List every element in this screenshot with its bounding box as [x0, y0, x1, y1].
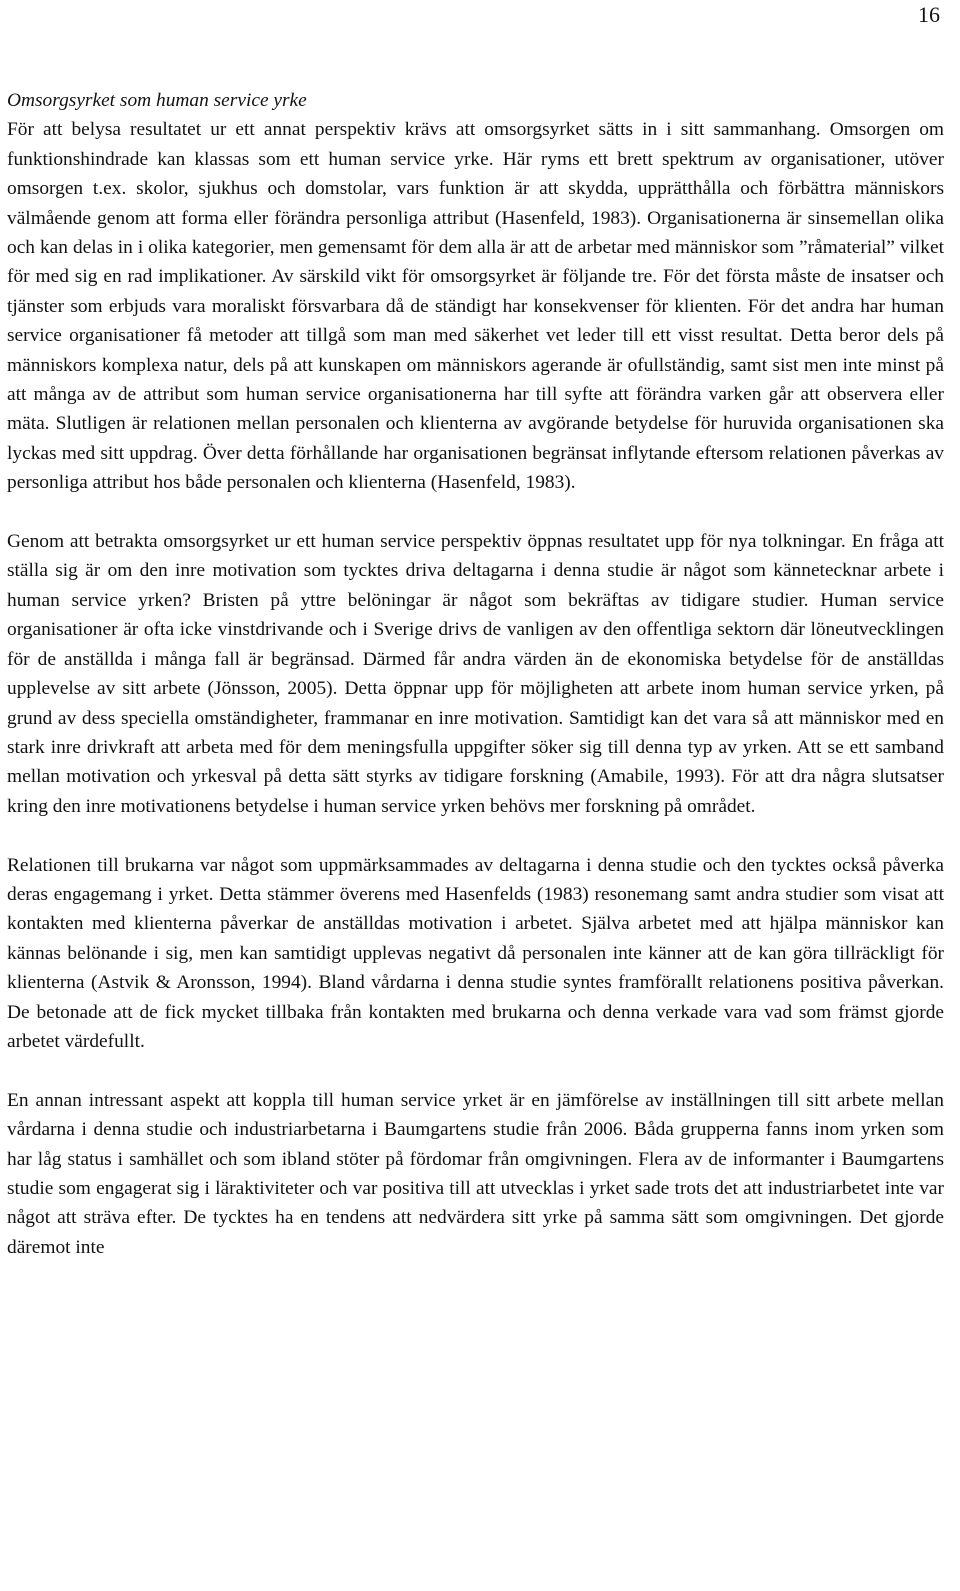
page-number: 16 [918, 2, 940, 27]
paragraph-3: Relationen till brukarna var något som uppmärksammades av deltagarna i denna studie och den tycktes också påverka deras engagemang i yrket. Detta stämmer överens med Hasenfelds (1983) resonemang samt andra studier som visat att kontakten med klienterna påverkar de anställdas motivation i arbetet. Själva arbetet med att hjälpa människor kan kännas belönande i sig, men kan samtidigt upplevas negativt då personalen inte känner att de kan göra tillräckligt för klienterna (Astvik & Aronsson, 1994). Bland vårdarna i denna studie syntes framförallt relationens positiva påverkan. De betonade att de fick mycket tillbaka från kontakten med brukarna och denna verkade vara vad som främst gjorde arbetet värdefullt. [7, 854, 944, 1052]
paragraph-2: Genom att betrakta omsorgsyrket ur ett human service perspektiv öppnas resultatet upp för nya tolkningar. En fråga att ställa sig är om den inre motivation som tycktes driva deltagarna i denna studie är något som kännetecknar arbete i human service yrken? Bristen på yttre belöningar är något som bekräftas av tidigare studier. Human service organisationer är ofta icke vinstdrivande och i Sverige drivs de vanligen av den offentliga sektorn där löneutvecklingen för de anställda i många fall är begränsad. Därmed får andra värden än de ekonomiska betydelse för de anställdas upplevelse av sitt arbete (Jönsson, 2005). Detta öppnar upp för möjligheten att arbete inom human service yrken, på grund av dess speciella omständigheter, frammanar en inre motivation. Samtidigt kan det vara så att människor med en stark inre drivkraft att arbeta med för dem meningsfulla uppgifter söker sig till denna typ av yrken. Att se ett samband mellan motivation och yrkesval på detta sätt styrks av tidigare forskning (Amabile, 1993). För att dra några slutsatser kring den inre motivationens betydelse i human service yrken behövs mer forskning på området. [7, 531, 944, 817]
page-body [7, 86, 944, 1262]
paragraph-4: En annan intressant aspekt att koppla till human service yrket är en jämförelse av inställningen till sitt arbete mellan vårdarna i denna studie och industriarbetarna i Baumgartens studie från 2006. Båda grupperna fanns inom yrken som har låg status i samhället och som ibland stöter på fördomar från omgivningen. Flera av de informanter i Baumgartens studie som engagerat sig i läraktiviteter och var positiva till att utvecklas i yrket sade trots det att industriarbetet inte var något att sträva efter. De tycktes ha en tendens att nedvärdera sitt yrke på samma sätt som omgivningen. Det gjorde däremot inte [7, 1089, 944, 1258]
section-heading: Omsorgsyrket som human service yrke [7, 90, 307, 111]
paragraph-1: För att belysa resultatet ur ett annat perspektiv krävs att omsorgsyrket sätts in i sitt sammanhang. Omsorgen om funktionshindrade kan klassas som ett human service yrke. Här ryms ett brett spektrum av organisationer, utöver omsorgen t.ex. skolor, sjukhus och domstolar, vars funktion är att skydda, upprätthålla och förbättra människors välmående genom att forma eller förändra personliga attribut (Hasenfeld, 1983). Organisationerna är sinsemellan olika och kan delas in i olika kategorier, men gemensamt för dem alla är att de arbetar med människor som ”råmaterial” vilket för med sig en rad implikationer. Av särskild vikt för omsorgsyrket är följande tre. För det första måste de insatser och tjänster som erbjuds vara moraliskt försvarbara då de ständigt har konsekvenser för klienten. För det andra har human service organisationer få metoder att tillgå som man med säkerhet vet leder till ett visst resultat. Detta beror dels på människors komplexa natur, dels på att kunskapen om människors agerande är ofullständig, samt sist men inte minst på att många av de attribut som human service organisationerna har till syfte att förändra varken går att observera eller mäta. Slutligen är relationen mellan personalen och klienterna av avgörande betydelse för huruvida organisationen ska lyckas med sitt uppdrag. Över detta förhållande har organisationen begränsat inflytande eftersom relationen påverkas av personliga attribut hos både personalen och klienterna (Hasenfeld, 1983). [7, 119, 944, 494]
paragraph-spacer [7, 498, 944, 527]
